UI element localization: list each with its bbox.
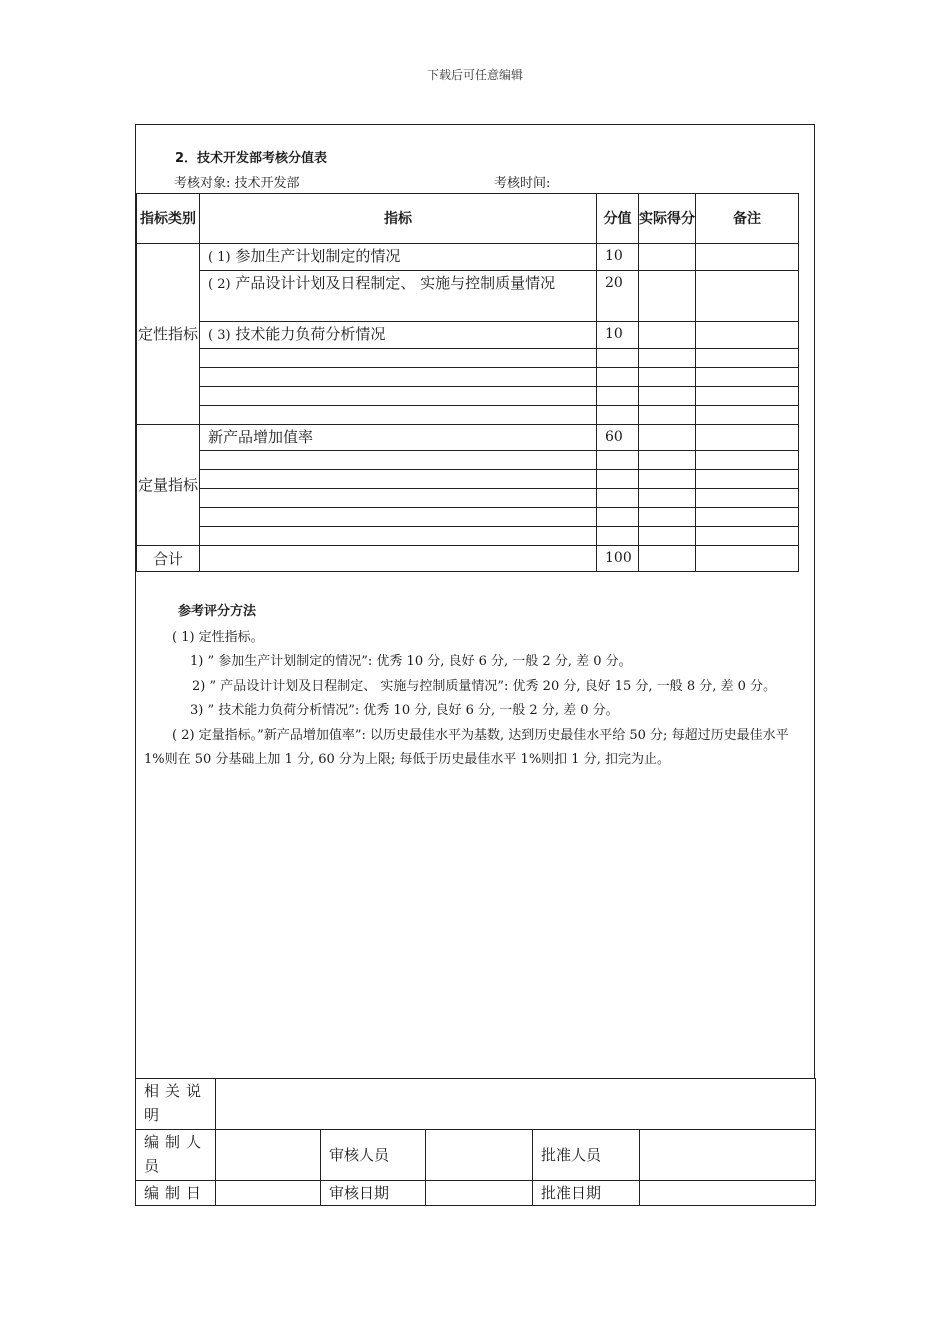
signoff-table: [135, 1078, 816, 1206]
blank-cell[interactable]: [597, 349, 639, 368]
score-cell: 10: [597, 322, 639, 349]
score-cell: 60: [597, 425, 639, 451]
reviewed-date-label: 审核日期: [321, 1181, 426, 1206]
blank-row: [137, 470, 799, 489]
people-row: [136, 1130, 816, 1181]
reviewed-date-input[interactable]: [426, 1181, 533, 1206]
blank-cell[interactable]: [200, 387, 597, 406]
blank-cell[interactable]: [696, 508, 799, 527]
table-row: [137, 244, 799, 271]
assessment-target: 考核对象: 技术开发部: [174, 176, 300, 191]
blank-cell[interactable]: [639, 489, 696, 508]
total-indicator: [200, 546, 597, 572]
assessment-time: 考核时间:: [494, 176, 551, 191]
blank-cell[interactable]: [696, 368, 799, 387]
blank-row: [137, 489, 799, 508]
remark-cell[interactable]: [696, 322, 799, 349]
notes-label: 相关说明: [136, 1079, 216, 1130]
blank-cell[interactable]: [597, 368, 639, 387]
blank-cell[interactable]: [639, 451, 696, 470]
blank-cell[interactable]: [639, 470, 696, 489]
method-item: 2) ” 产品设计计划及日程制定、 实施与控制质量情况”: 优秀 20 分, 良好 15 分, 一般 8 分, 差 0 分。: [192, 678, 777, 694]
total-remark[interactable]: [696, 546, 799, 572]
blank-cell[interactable]: [597, 527, 639, 546]
method-quantitative: ( 2) 定量指标。”新产品增加值率”: 以历史最佳水平为基数, 达到历史最佳水平给 50 分; 每超过历史最佳水平 1%则在 50 分基础上加 1 分, 60 分为上限; 每低于历史最佳水平 1%则扣 1 分, 扣完为止。: [144, 727, 789, 767]
actual-cell[interactable]: [639, 322, 696, 349]
remark-cell[interactable]: [696, 244, 799, 271]
score-cell: 20: [597, 271, 639, 322]
blank-cell[interactable]: [639, 387, 696, 406]
actual-cell[interactable]: [639, 271, 696, 322]
header-category: 指标类别: [137, 194, 200, 244]
blank-cell[interactable]: [639, 368, 696, 387]
section-title: 2．技术开发部考核分值表: [175, 151, 328, 166]
method-item: 1) ” 参加生产计划制定的情况”: 优秀 10 分, 良好 6 分, 一般 2 分, 差 0 分。: [190, 654, 632, 669]
blank-cell[interactable]: [200, 368, 597, 387]
total-row: [137, 546, 799, 572]
blank-cell[interactable]: [696, 387, 799, 406]
method-qualitative: ( 1) 定性指标。: [172, 629, 264, 645]
table-row: [137, 271, 799, 322]
blank-cell[interactable]: [597, 451, 639, 470]
indicator-cell: ( 2) 产品设计计划及日程制定、 实施与控制质量情况: [200, 271, 597, 322]
blank-row: [137, 508, 799, 527]
reviewed-by-input[interactable]: [426, 1130, 533, 1181]
header-note: 下载后可任意编辑: [426, 68, 523, 82]
total-actual[interactable]: [639, 546, 696, 572]
method-title: 参考评分方法: [178, 604, 257, 619]
blank-row: [137, 349, 799, 368]
blank-row: [137, 451, 799, 470]
header-indicator: 指标: [200, 194, 597, 244]
method-item: 3) ” 技术能力负荷分析情况”: 优秀 10 分, 良好 6 分, 一般 2 分, 差 0 分。: [190, 703, 619, 718]
prepared-by-label: 编制人员: [136, 1130, 216, 1181]
approved-by-label: 批准人员: [533, 1130, 640, 1181]
dates-row: [136, 1181, 816, 1206]
blank-cell[interactable]: [200, 470, 597, 489]
score-table: [136, 193, 799, 572]
blank-row: [137, 387, 799, 406]
notes-row: [136, 1079, 816, 1130]
total-label: 合计: [137, 546, 200, 572]
prepared-by-input[interactable]: [216, 1130, 321, 1181]
blank-cell[interactable]: [200, 406, 597, 425]
reviewed-by-label: 审核人员: [321, 1130, 426, 1181]
blank-cell[interactable]: [696, 527, 799, 546]
blank-cell[interactable]: [696, 489, 799, 508]
blank-cell[interactable]: [639, 508, 696, 527]
blank-cell[interactable]: [696, 451, 799, 470]
blank-cell[interactable]: [200, 349, 597, 368]
blank-cell[interactable]: [696, 406, 799, 425]
blank-cell[interactable]: [639, 406, 696, 425]
blank-cell[interactable]: [200, 451, 597, 470]
total-score: 100: [597, 546, 639, 572]
header-actual: 实际得分: [639, 194, 696, 244]
blank-row: [137, 527, 799, 546]
score-table-header: [137, 194, 799, 244]
remark-cell[interactable]: [696, 271, 799, 322]
blank-row: [137, 368, 799, 387]
prepared-date-input[interactable]: [216, 1181, 321, 1206]
blank-cell[interactable]: [597, 508, 639, 527]
blank-row: [137, 406, 799, 425]
indicator-cell: ( 3) 技术能力负荷分析情况: [200, 322, 597, 349]
blank-cell[interactable]: [597, 470, 639, 489]
scoring-method: [144, 600, 812, 773]
header-score: 分值: [597, 194, 639, 244]
notes-input[interactable]: [216, 1079, 816, 1130]
blank-cell[interactable]: [200, 489, 597, 508]
table-row: [137, 425, 799, 451]
indicator-cell: 新产品增加值率: [200, 425, 597, 451]
approved-date-input[interactable]: [640, 1181, 816, 1206]
blank-cell[interactable]: [696, 349, 799, 368]
category-quantitative: 定量指标: [137, 425, 200, 546]
actual-cell[interactable]: [639, 244, 696, 271]
table-row: [137, 322, 799, 349]
prepared-date-label: 编制日: [136, 1181, 216, 1206]
actual-cell[interactable]: [639, 425, 696, 451]
blank-cell[interactable]: [639, 349, 696, 368]
category-qualitative: 定性指标: [137, 244, 200, 425]
blank-cell[interactable]: [639, 527, 696, 546]
blank-cell[interactable]: [200, 508, 597, 527]
score-cell: 10: [597, 244, 639, 271]
blank-cell[interactable]: [200, 527, 597, 546]
blank-cell[interactable]: [597, 406, 639, 425]
blank-cell[interactable]: [597, 387, 639, 406]
header-remark: 备注: [696, 194, 799, 244]
remark-cell[interactable]: [696, 425, 799, 451]
indicator-cell: ( 1) 参加生产计划制定的情况: [200, 244, 597, 271]
approved-by-input[interactable]: [640, 1130, 816, 1181]
approved-date-label: 批准日期: [533, 1181, 640, 1206]
blank-cell[interactable]: [597, 489, 639, 508]
blank-cell[interactable]: [696, 470, 799, 489]
